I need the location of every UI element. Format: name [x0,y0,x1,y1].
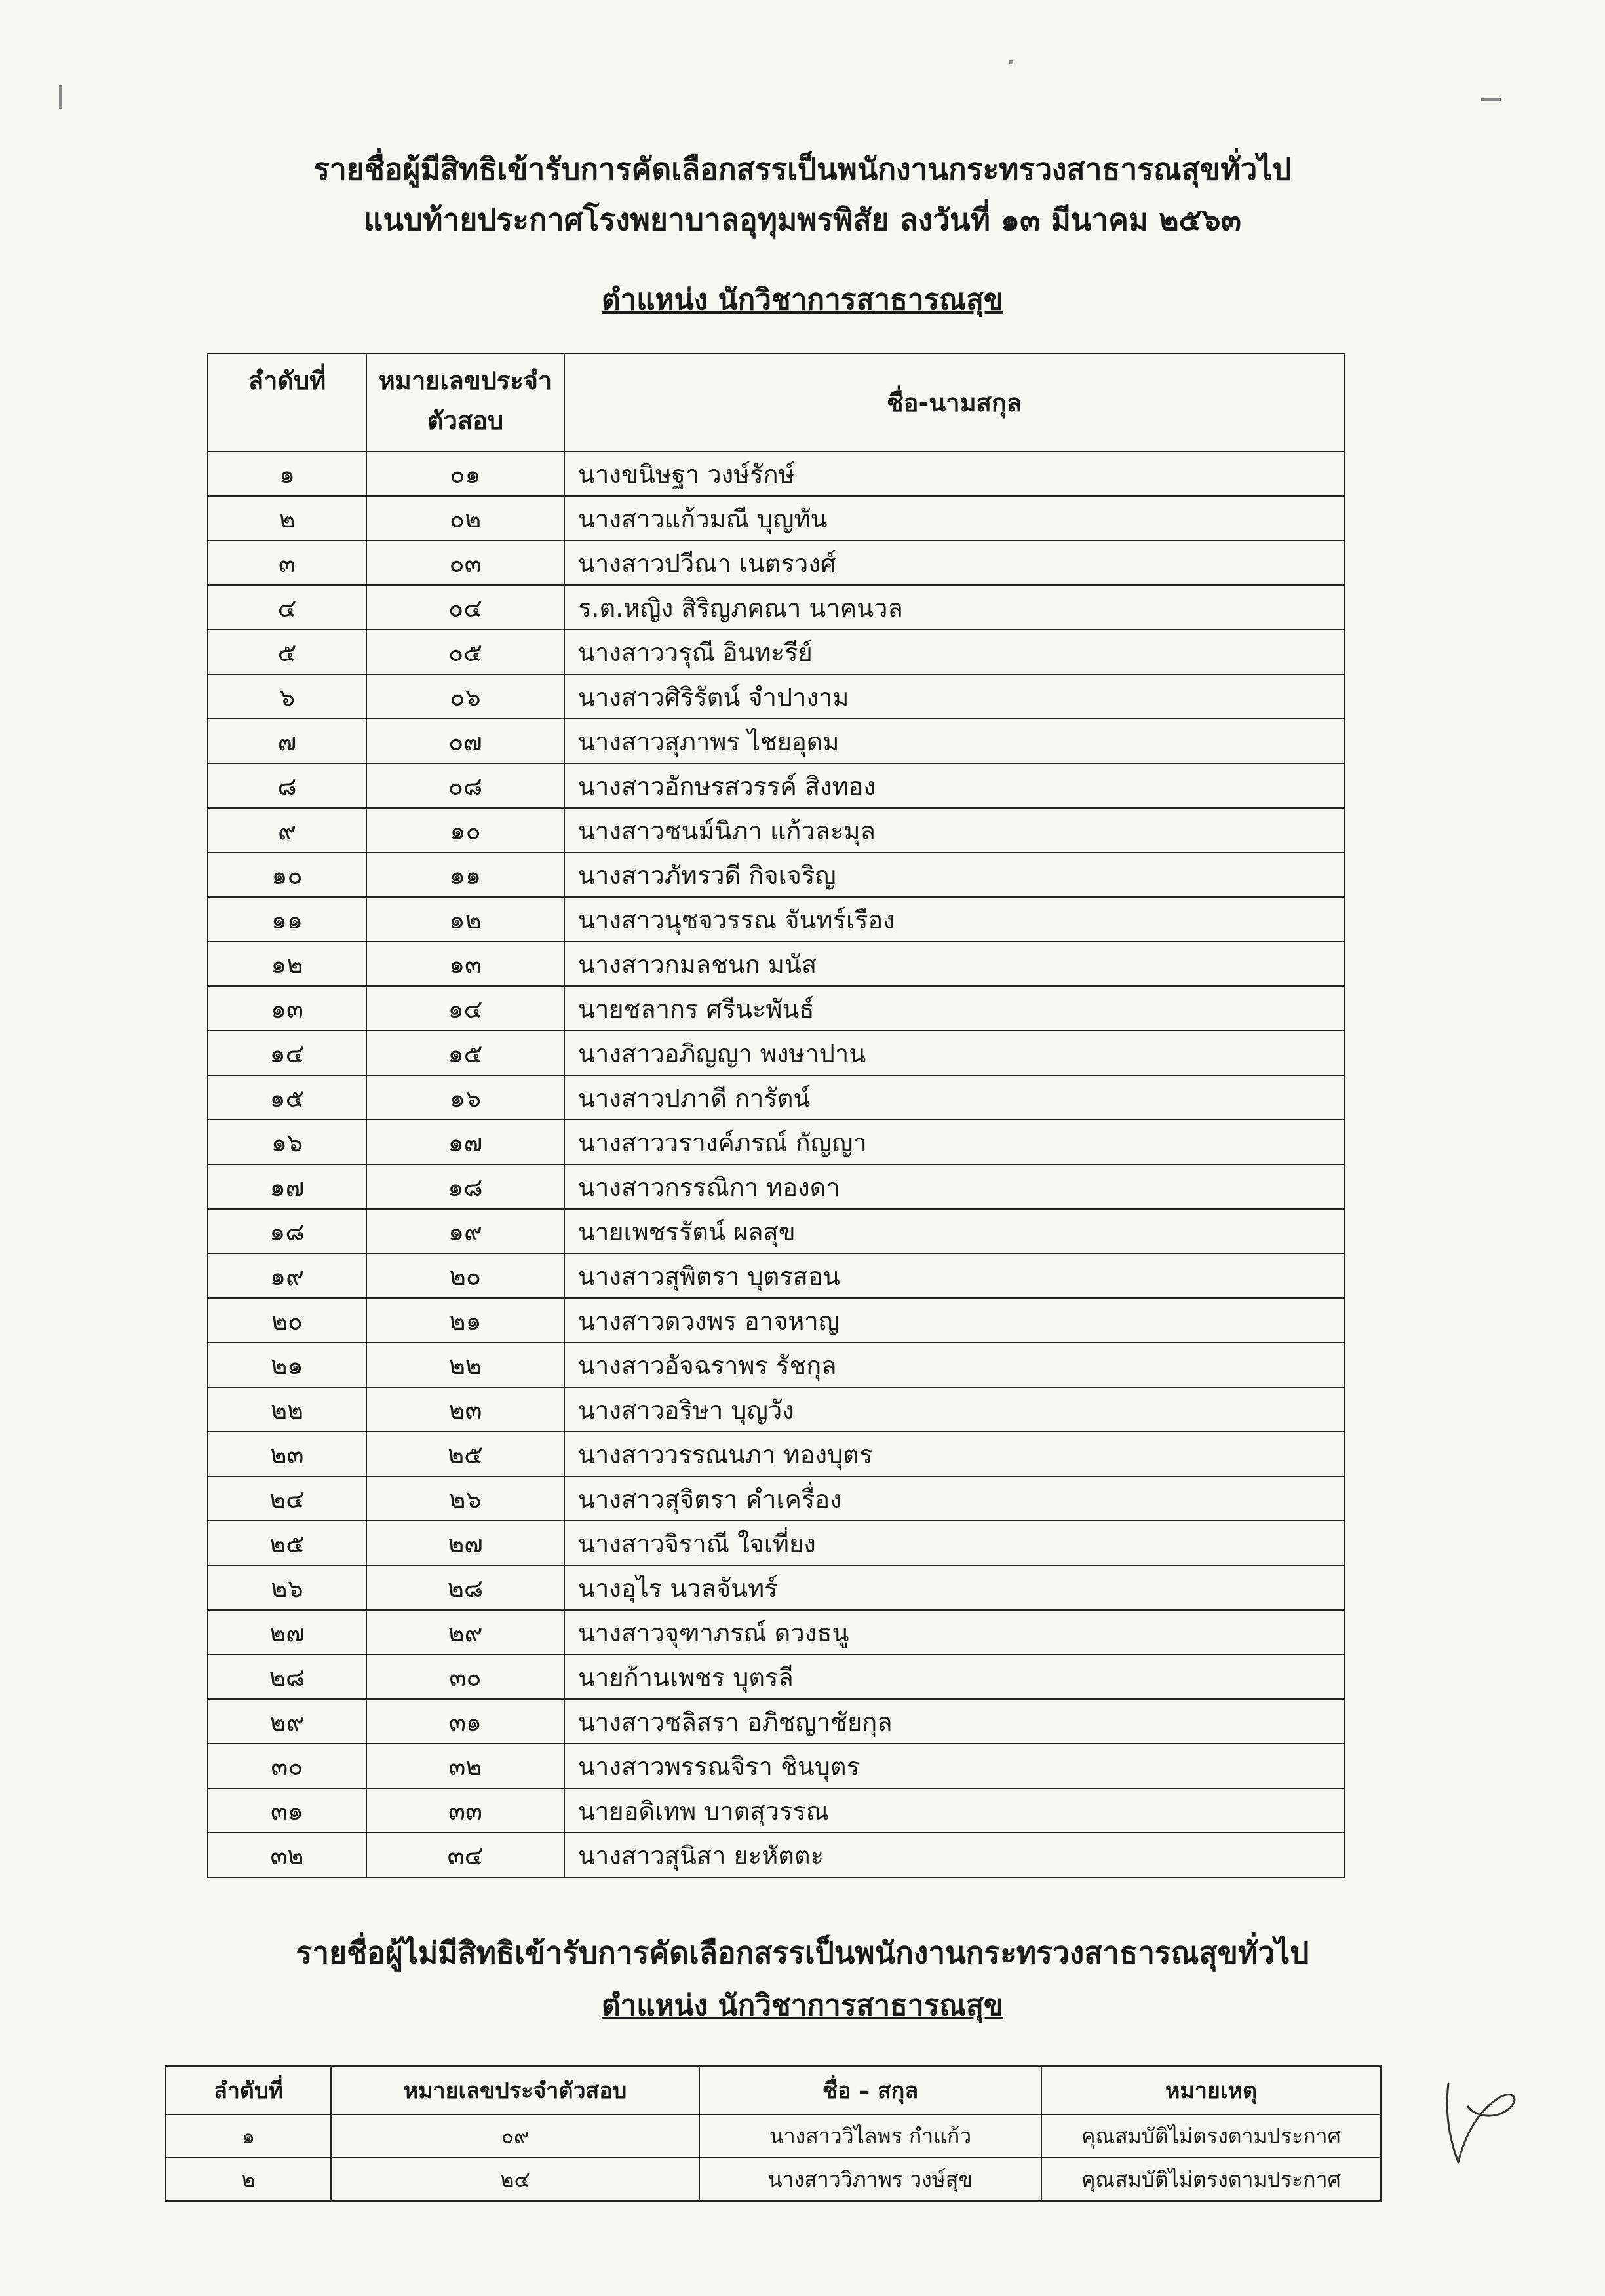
column-header-exam-id: หมายเลขประจำตัวสอบ [331,2066,699,2114]
name-cell: นางสาวสุภาพร ไชยอุดม [564,719,1344,763]
name-cell: นางสาวศิริรัตน์ จำปางาม [564,674,1344,719]
name-cell: นางสาววรุณี อินทะรีย์ [564,630,1344,674]
exam-id-cell: ๓๔ [366,1833,564,1877]
order-cell: ๑๒ [208,942,366,986]
order-cell: ๒๘ [208,1655,366,1699]
name-cell: นางสาวพรรณจิรา ชินบุตร [564,1744,1344,1788]
name-cell: นางสาวภัทรวดี กิจเจริญ [564,852,1344,897]
column-header-order: ลำดับที่ [208,353,366,451]
name-cell: นางสาวดวงพร อาจหาญ [564,1298,1344,1343]
order-cell: ๑๕ [208,1075,366,1120]
name-cell: นายอดิเทพ บาตสุวรรณ [564,1788,1344,1833]
table-row [208,808,1344,852]
exam-id-cell: ๑๘ [366,1164,564,1209]
exam-id-cell: ๒๘ [366,1565,564,1610]
name-cell: นางสาวจุฑาภรณ์ ดวงธนู [564,1610,1344,1655]
exam-id-cell: ๐๕ [366,630,564,674]
table-row [208,1209,1344,1253]
exam-id-cell: ๓๓ [366,1788,564,1833]
table-row [208,1655,1344,1699]
exam-id-cell: ๒๑ [366,1298,564,1343]
table-row [208,1788,1344,1833]
table-row [208,1744,1344,1788]
table-row [208,763,1344,808]
order-cell: ๓๐ [208,1744,366,1788]
table-row [208,942,1344,986]
order-cell: ๒ [208,496,366,541]
ineligible-table-header [166,2066,1381,2114]
table-row [208,1164,1344,1209]
exam-id-cell: ๑๒ [366,897,564,942]
table-row [208,1699,1344,1744]
column-header-exam-id: หมายเลขประจำตัวสอบ [366,353,564,451]
exam-id-cell: ๐๒ [366,496,564,541]
exam-id-cell: ๑๖ [366,1075,564,1120]
name-cell: นางสาววิไลพร กำแก้ว [699,2114,1041,2158]
table-row [208,496,1344,541]
scan-speck [59,85,62,109]
table-row [166,2158,1381,2201]
name-cell: นายก้านเพชร บุตรลี [564,1655,1344,1699]
name-cell: นางสาวอภิญญา พงษาปาน [564,1031,1344,1075]
exam-id-cell: ๑๕ [366,1031,564,1075]
exam-id-cell: ๓๑ [366,1699,564,1744]
order-cell: ๘ [208,763,366,808]
exam-id-cell: ๑๔ [366,986,564,1031]
ineligible-table [165,2065,1382,2202]
name-cell: นางอุไร นวลจันทร์ [564,1565,1344,1610]
table-row [208,541,1344,585]
exam-id-cell: ๒๕ [366,1432,564,1476]
table-row [208,1120,1344,1164]
order-cell: ๗ [208,719,366,763]
exam-id-cell: ๐๖ [366,674,564,719]
table-row [208,1343,1344,1387]
exam-id-cell: ๑๑ [366,852,564,897]
table-row [166,2114,1381,2158]
exam-id-cell: ๓๐ [366,1655,564,1699]
exam-id-cell: ๐๗ [366,719,564,763]
name-cell: นางสาววรรณนภา ทองบุตร [564,1432,1344,1476]
table-row [208,1521,1344,1565]
column-header-remark: หมายเหตุ [1041,2066,1381,2114]
table-row [208,1075,1344,1120]
exam-id-cell: ๒๐ [366,1253,564,1298]
table-row [208,897,1344,942]
signature-mark [1429,2071,1527,2169]
order-cell: ๒๐ [208,1298,366,1343]
scan-speck [1481,98,1501,101]
eligible-table-header [208,353,1344,451]
name-cell: ร.ต.หญิง สิริญภคณา นาคนวล [564,585,1344,630]
exam-id-cell: ๒๔ [331,2158,699,2201]
order-cell: ๑๔ [208,1031,366,1075]
order-cell: ๓๑ [208,1788,366,1833]
name-cell: นางสาววรางค์ภรณ์ กัญญา [564,1120,1344,1164]
table-row [208,630,1344,674]
position-title: ตำแหน่ง นักวิชาการสาธารณสุข [601,283,1003,316]
exam-id-cell: ๐๘ [366,763,564,808]
table-row [208,1253,1344,1298]
order-cell: ๑ [208,451,366,496]
exam-id-cell: ๑๐ [366,808,564,852]
exam-id-cell: ๐๔ [366,585,564,630]
eligible-table [207,353,1345,1878]
order-cell: ๒๗ [208,1610,366,1655]
order-cell: ๔ [208,585,366,630]
exam-id-cell: ๒๓ [366,1387,564,1432]
table-row [208,1298,1344,1343]
exam-id-cell: ๑๗ [366,1120,564,1164]
order-cell: ๑๙ [208,1253,366,1298]
exam-id-cell: ๐๓ [366,541,564,585]
table-row [208,1031,1344,1075]
name-cell: นายชลากร ศรีนะพันธ์ [564,986,1344,1031]
order-cell: ๒๕ [208,1521,366,1565]
order-cell: ๓๒ [208,1833,366,1877]
order-cell: ๒๑ [208,1343,366,1387]
remark-cell: คุณสมบัติไม่ตรงตามประกาศ [1041,2158,1381,2201]
table-row [208,1565,1344,1610]
table-row [208,986,1344,1031]
table-row [208,1610,1344,1655]
order-cell: ๑๐ [208,852,366,897]
order-cell: ๙ [208,808,366,852]
exam-id-cell: ๒๙ [366,1610,564,1655]
table-row [208,674,1344,719]
document-subtitle: แนบท้ายประกาศโรงพยาบาลอุทุมพรพิสัย ลงวันที่ ๑๓ มีนาคม ๒๕๖๓ [363,202,1242,237]
column-header-name: ชื่อ-นามสกุล [564,353,1344,451]
column-header-order: ลำดับที่ [166,2066,331,2114]
name-cell: นางสาววิภาพร วงษ์สุข [699,2158,1041,2201]
exam-id-cell: ๒๗ [366,1521,564,1565]
order-cell: ๒๖ [208,1565,366,1610]
order-cell: ๑๑ [208,897,366,942]
name-cell: นางสาวปภาดี การัตน์ [564,1075,1344,1120]
ineligible-title: รายชื่อผู้ไม่มีสิทธิเข้ารับการคัดเลือกสรรเป็นพนักงานกระทรวงสาธารณสุขทั่วไป [296,1935,1309,1970]
name-cell: นางสาวอักษรสวรรค์ สิงทอง [564,763,1344,808]
order-cell: ๑๗ [208,1164,366,1209]
order-cell: ๒๙ [208,1699,366,1744]
exam-id-cell: ๓๒ [366,1744,564,1788]
ineligible-position-title: ตำแหน่ง นักวิชาการสาธารณสุข [601,1989,1003,2022]
order-cell: ๒๓ [208,1432,366,1476]
name-cell: นางสาวจิราณี ใจเที่ยง [564,1521,1344,1565]
exam-id-cell: ๐๑ [366,451,564,496]
name-cell: นางสาวอัจฉราพร รัชกุล [564,1343,1344,1387]
exam-id-cell: ๑๙ [366,1209,564,1253]
column-header-name: ชื่อ – สกุล [699,2066,1041,2114]
exam-id-cell: ๑๓ [366,942,564,986]
order-cell: ๒ [166,2158,331,2201]
table-row [208,1833,1344,1877]
order-cell: ๑ [166,2114,331,2158]
name-cell: นางสาวแก้วมณี บุญทัน [564,496,1344,541]
order-cell: ๑๓ [208,986,366,1031]
name-cell: นางสาวสุพิตรา บุตรสอน [564,1253,1344,1298]
name-cell: นางขนิษฐา วงษ์รักษ์ [564,451,1344,496]
order-cell: ๑๖ [208,1120,366,1164]
table-row [208,1476,1344,1521]
table-row [208,451,1344,496]
name-cell: นางสาวสุนิสา ยะหัตตะ [564,1833,1344,1877]
table-row [208,1387,1344,1432]
exam-id-cell: ๒๖ [366,1476,564,1521]
table-row [208,1432,1344,1476]
table-row [208,585,1344,630]
order-cell: ๕ [208,630,366,674]
name-cell: นางสาวนุชจวรรณ จันทร์เรือง [564,897,1344,942]
exam-id-cell: ๐๙ [331,2114,699,2158]
name-cell: นางสาวกรรณิกา ทองดา [564,1164,1344,1209]
order-cell: ๒๒ [208,1387,366,1432]
name-cell: นางสาวปวีณา เนตรวงศ์ [564,541,1344,585]
order-cell: ๓ [208,541,366,585]
document-title: รายชื่อผู้มีสิทธิเข้ารับการคัดเลือกสรรเป็นพนักงานกระทรวงสาธารณสุขทั่วไป [313,151,1292,187]
table-row [208,719,1344,763]
name-cell: นางสาวอริษา บุญวัง [564,1387,1344,1432]
order-cell: ๑๘ [208,1209,366,1253]
order-cell: ๖ [208,674,366,719]
scan-speck [1009,60,1013,64]
name-cell: นางสาวชลิสรา อภิชญาชัยกุล [564,1699,1344,1744]
table-row [208,852,1344,897]
exam-id-cell: ๒๒ [366,1343,564,1387]
name-cell: นางสาวสุจิตรา คำเครื่อง [564,1476,1344,1521]
name-cell: นางสาวชนม์นิภา แก้วละมุล [564,808,1344,852]
remark-cell: คุณสมบัติไม่ตรงตามประกาศ [1041,2114,1381,2158]
order-cell: ๒๔ [208,1476,366,1521]
name-cell: นางสาวกมลชนก มนัส [564,942,1344,986]
name-cell: นายเพชรรัตน์ ผลสุข [564,1209,1344,1253]
